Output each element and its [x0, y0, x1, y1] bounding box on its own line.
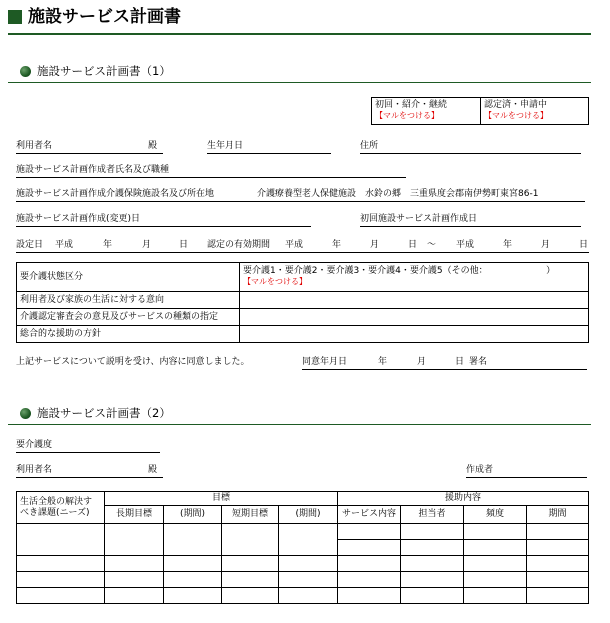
intention-cell[interactable]	[240, 292, 589, 309]
intention-label: 利用者及び家族の生活に対する意向	[17, 292, 240, 309]
author-label: 作成者	[466, 465, 494, 475]
needs-header	[17, 492, 105, 524]
table-cell[interactable]	[279, 588, 338, 604]
committee-opinion-cell[interactable]	[240, 309, 589, 326]
section1-bullet-icon	[20, 66, 31, 77]
table-cell[interactable]	[401, 524, 464, 540]
facility-field[interactable]	[16, 201, 585, 202]
period-header: 期間	[527, 506, 589, 524]
birthdate-field[interactable]	[207, 153, 331, 154]
care-degree-label: 要介護度	[16, 440, 53, 450]
cert-row-line	[16, 252, 589, 253]
table-cell[interactable]	[527, 524, 589, 540]
table-cell[interactable]	[105, 556, 164, 572]
table-cell[interactable]	[401, 588, 464, 604]
honorific: 殿	[148, 141, 158, 151]
setting-era: 平成	[55, 240, 74, 250]
table-cell[interactable]	[164, 524, 222, 556]
care-degree-field[interactable]	[16, 452, 160, 453]
setting-day: 日	[179, 240, 189, 250]
consent-month: 月	[417, 357, 427, 367]
care-info-table	[16, 262, 589, 343]
long-goal-header: 長期目標	[105, 506, 164, 524]
table-cell[interactable]	[164, 588, 222, 604]
table-cell[interactable]	[527, 572, 589, 588]
table-cell[interactable]	[338, 556, 401, 572]
frequency-header: 頻度	[464, 506, 527, 524]
support-policy-cell[interactable]	[240, 326, 589, 343]
consent-year: 年	[378, 357, 388, 367]
short-goal-header: 短期目標	[222, 506, 279, 524]
table-cell[interactable]	[338, 540, 401, 556]
committee-opinion-label: 介護認定審査会の意見及びサービスの種類の指定	[17, 309, 240, 326]
table-cell[interactable]	[338, 524, 401, 540]
needs-header-line1: 生活全般の解決す	[20, 496, 93, 507]
cert-status-note: 【マルをつける】	[484, 111, 548, 120]
consent-date-label: 同意年月日	[302, 357, 348, 367]
initial-cert-box	[371, 97, 589, 125]
user-name-field[interactable]	[16, 153, 163, 154]
table-cell[interactable]	[464, 524, 527, 540]
s2-user-name-label: 利用者名	[16, 465, 53, 475]
validity-year: 年	[332, 240, 342, 250]
validity-tilde: 〜	[427, 240, 437, 250]
section1-rule	[8, 82, 591, 83]
signature-label: 署名	[469, 357, 488, 367]
planner-field[interactable]	[16, 177, 406, 178]
goals-header: 目標	[105, 492, 338, 506]
table-cell[interactable]	[464, 572, 527, 588]
first-date-label: 初回施設サービス計画作成日	[360, 214, 478, 224]
change-date-label: 施設サービス計画作成(変更)日	[16, 214, 141, 224]
title-rule	[8, 33, 591, 35]
author-field[interactable]	[466, 477, 587, 478]
user-name-label: 利用者名	[16, 141, 53, 151]
validity-label: 認定の有効期間	[207, 240, 271, 250]
validity-month-end: 月	[541, 240, 551, 250]
support-header: 援助内容	[338, 492, 589, 506]
section2-bullet-icon	[20, 408, 31, 419]
table-cell[interactable]	[527, 588, 589, 604]
section1-heading: 施設サービス計画書（1）	[37, 64, 171, 78]
table-cell[interactable]	[105, 588, 164, 604]
plan-table	[16, 491, 589, 604]
table-cell[interactable]	[279, 572, 338, 588]
address-field[interactable]	[360, 153, 581, 154]
table-cell[interactable]	[222, 572, 279, 588]
facility-value: 介護療養型老人保健施設 水鈴の郷 三重県度会郡南伊勢町東宮86-1	[257, 189, 539, 199]
table-cell[interactable]	[17, 572, 105, 588]
consent-text: 上記サービスについて説明を受け、内容に同意しました。	[16, 357, 250, 367]
s2-user-name-field[interactable]	[16, 477, 163, 478]
table-cell[interactable]	[527, 540, 589, 556]
table-cell[interactable]	[17, 556, 105, 572]
change-date-field[interactable]	[16, 226, 311, 227]
address-label: 住所	[360, 141, 379, 151]
table-cell[interactable]	[401, 540, 464, 556]
initial-type-cell[interactable]	[372, 98, 481, 125]
support-policy-label: 総合的な援助の方針	[17, 326, 240, 343]
table-cell[interactable]	[464, 540, 527, 556]
table-cell[interactable]	[338, 588, 401, 604]
setting-month: 月	[142, 240, 152, 250]
section2-heading: 施設サービス計画書（2）	[37, 406, 171, 420]
table-cell[interactable]	[222, 524, 279, 556]
staff-header: 担当者	[401, 506, 464, 524]
table-cell[interactable]	[164, 572, 222, 588]
s2-honorific: 殿	[148, 465, 158, 475]
cert-status-label: 認定済・申請中	[484, 100, 548, 110]
first-date-field[interactable]	[360, 226, 581, 227]
needs-header-line2: べき課題(ニーズ)	[20, 507, 90, 518]
page-title: 施設サービス計画書	[28, 7, 181, 27]
long-period-header: (期間)	[164, 506, 222, 524]
table-cell[interactable]	[401, 572, 464, 588]
service-header: サービス内容	[338, 506, 401, 524]
table-cell[interactable]	[279, 524, 338, 556]
table-cell[interactable]	[401, 556, 464, 572]
birthdate-label: 生年月日	[207, 141, 244, 151]
table-cell[interactable]	[338, 572, 401, 588]
table-cell[interactable]	[464, 556, 527, 572]
title-square-icon	[8, 10, 22, 24]
facility-label: 施設サービス計画作成介護保険施設名及び所在地	[16, 189, 215, 199]
validity-era: 平成	[285, 240, 304, 250]
initial-type-note: 【マルをつける】	[375, 111, 439, 120]
table-cell[interactable]	[17, 588, 105, 604]
table-cell[interactable]	[527, 556, 589, 572]
consent-day: 日	[455, 357, 465, 367]
care-level-label: 要介護状態区分	[17, 263, 240, 292]
table-cell[interactable]	[279, 556, 338, 572]
section2-rule	[8, 424, 591, 425]
care-level-options: 要介護1・要介護2・要介護3・要介護4・要介護5（その他： ）	[243, 266, 556, 276]
signature-field[interactable]	[302, 369, 587, 370]
cert-status-cell[interactable]	[481, 98, 589, 125]
initial-type-label: 初回・紹介・継続	[375, 100, 448, 110]
planner-label: 施設サービス計画作成者氏名及び職種	[16, 165, 170, 175]
table-cell[interactable]	[105, 524, 164, 556]
validity-year-end: 年	[503, 240, 513, 250]
setting-date-label: 設定日	[16, 240, 44, 250]
short-period-header: (期間)	[279, 506, 338, 524]
setting-year: 年	[103, 240, 113, 250]
table-cell[interactable]	[222, 556, 279, 572]
validity-day-end: 日	[579, 240, 589, 250]
table-cell[interactable]	[17, 524, 105, 556]
validity-month: 月	[370, 240, 380, 250]
care-level-cell[interactable]	[240, 263, 589, 292]
table-cell[interactable]	[222, 588, 279, 604]
table-cell[interactable]	[464, 588, 527, 604]
care-level-note: 【マルをつける】	[243, 277, 307, 286]
table-cell[interactable]	[164, 556, 222, 572]
validity-day: 日	[408, 240, 418, 250]
validity-era-end: 平成	[456, 240, 475, 250]
table-cell[interactable]	[105, 572, 164, 588]
